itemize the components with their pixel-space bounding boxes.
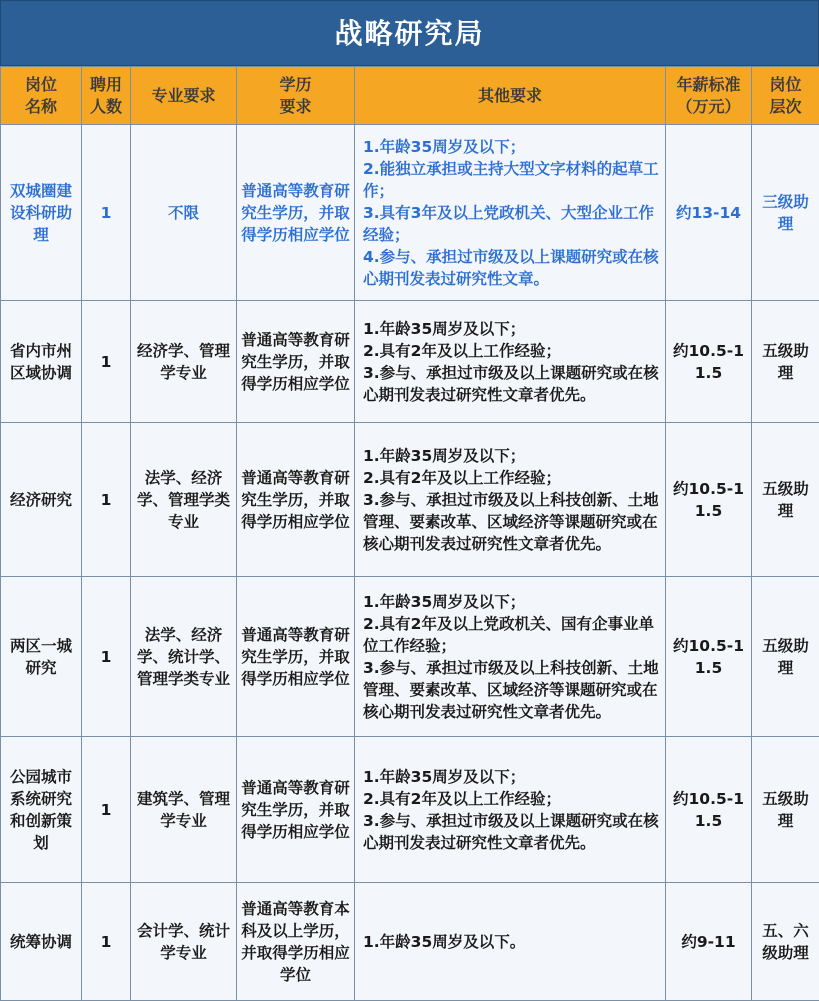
requirement-line: 3.参与、承担过市级及以上课题研究或在核心期刊发表过研究性文章者优先。: [363, 810, 659, 854]
count-cell: 1: [82, 577, 131, 737]
requirement-line: 1.年龄35周岁及以下；: [363, 766, 659, 788]
positions-table: [0, 66, 819, 1001]
other-requirements-cell: [355, 577, 666, 737]
other-requirements-cell: [355, 125, 666, 301]
requirement-line: 3.参与、承担过市级及以上课题研究或在核心期刊发表过研究性文章者优先。: [363, 362, 659, 406]
position-cell: 省内市州区域协调: [1, 301, 82, 423]
other-requirements-cell: [355, 883, 666, 1001]
education-cell: 普通高等教育本科及以上学历，并取得学历相应学位: [237, 883, 355, 1001]
requirement-line: 1.年龄35周岁及以下；: [363, 318, 659, 340]
level-cell: 五级助理: [752, 301, 819, 423]
requirement-line: 2.能独立承担或主持大型文字材料的起草工作；: [363, 158, 659, 202]
header-salary: 年薪标准 （万元）: [666, 67, 752, 125]
requirement-line: 1.年龄35周岁及以下；: [363, 445, 659, 467]
salary-cell: 约9-11: [666, 883, 752, 1001]
requirement-line: 3.具有3年及以上党政机关、大型企业工作经验；: [363, 202, 659, 246]
major-cell: 会计学、统计学专业: [131, 883, 237, 1001]
requirement-line: 2.具有2年及以上党政机关、国有企事业单位工作经验；: [363, 613, 659, 657]
education-cell: 普通高等教育研究生学历，并取得学历相应学位: [237, 301, 355, 423]
count-cell: 1: [82, 125, 131, 301]
requirement-line: 2.具有2年及以上工作经验；: [363, 788, 659, 810]
table-row: [1, 737, 819, 883]
header-other: 其他要求: [355, 67, 666, 125]
salary-cell: 约10.5-11.5: [666, 301, 752, 423]
table-row: [1, 125, 819, 301]
level-cell: 五级助理: [752, 577, 819, 737]
position-cell: 公园城市系统研究和创新策划: [1, 737, 82, 883]
header-major: 专业要求: [131, 67, 237, 125]
major-cell: 法学、经济学、统计学、管理学类专业: [131, 577, 237, 737]
major-cell: 不限: [131, 125, 237, 301]
requirement-line: 2.具有2年及以上工作经验；: [363, 467, 659, 489]
position-cell: 两区一城研究: [1, 577, 82, 737]
page-title: 战略研究局: [0, 0, 819, 66]
major-cell: 建筑学、管理学专业: [131, 737, 237, 883]
header-level: 岗位 层次: [752, 67, 819, 125]
education-cell: 普通高等教育研究生学历，并取得学历相应学位: [237, 577, 355, 737]
position-cell: 统筹协调: [1, 883, 82, 1001]
other-requirements-cell: [355, 301, 666, 423]
education-cell: 普通高等教育研究生学历，并取得学历相应学位: [237, 423, 355, 577]
requirement-line: 1.年龄35周岁及以下；: [363, 136, 659, 158]
other-requirements-cell: [355, 737, 666, 883]
table-row: [1, 301, 819, 423]
level-cell: 五、六级助理: [752, 883, 819, 1001]
salary-cell: 约10.5-11.5: [666, 423, 752, 577]
count-cell: 1: [82, 301, 131, 423]
header-row: [1, 67, 819, 125]
count-cell: 1: [82, 883, 131, 1001]
position-cell: 经济研究: [1, 423, 82, 577]
header-position: 岗位 名称: [1, 67, 82, 125]
requirement-line: 1.年龄35周岁及以下。: [363, 931, 659, 953]
other-requirements-cell: [355, 423, 666, 577]
table-row: [1, 577, 819, 737]
major-cell: 经济学、管理学专业: [131, 301, 237, 423]
requirement-line: 2.具有2年及以上工作经验；: [363, 340, 659, 362]
salary-cell: 约13-14: [666, 125, 752, 301]
count-cell: 1: [82, 423, 131, 577]
major-cell: 法学、经济学、管理学类专业: [131, 423, 237, 577]
requirement-line: 1.年龄35周岁及以下；: [363, 591, 659, 613]
table-row: [1, 883, 819, 1001]
salary-cell: 约10.5-11.5: [666, 737, 752, 883]
table-row: [1, 423, 819, 577]
count-cell: 1: [82, 737, 131, 883]
header-education: 学历 要求: [237, 67, 355, 125]
level-cell: 三级助理: [752, 125, 819, 301]
level-cell: 五级助理: [752, 423, 819, 577]
level-cell: 五级助理: [752, 737, 819, 883]
position-cell: 双城圈建设科研助理: [1, 125, 82, 301]
salary-cell: 约10.5-11.5: [666, 577, 752, 737]
requirement-line: 3.参与、承担过市级及以上科技创新、土地管理、要素改革、区域经济等课题研究或在核心期刊发表过研究性文章者优先。: [363, 657, 659, 723]
education-cell: 普通高等教育研究生学历，并取得学历相应学位: [237, 737, 355, 883]
header-count: 聘用 人数: [82, 67, 131, 125]
requirement-line: 3.参与、承担过市级及以上科技创新、土地管理、要素改革、区域经济等课题研究或在核心期刊发表过研究性文章者优先。: [363, 489, 659, 555]
requirement-line: 4.参与、承担过市级及以上课题研究或在核心期刊发表过研究性文章。: [363, 246, 659, 290]
education-cell: 普通高等教育研究生学历，并取得学历相应学位: [237, 125, 355, 301]
